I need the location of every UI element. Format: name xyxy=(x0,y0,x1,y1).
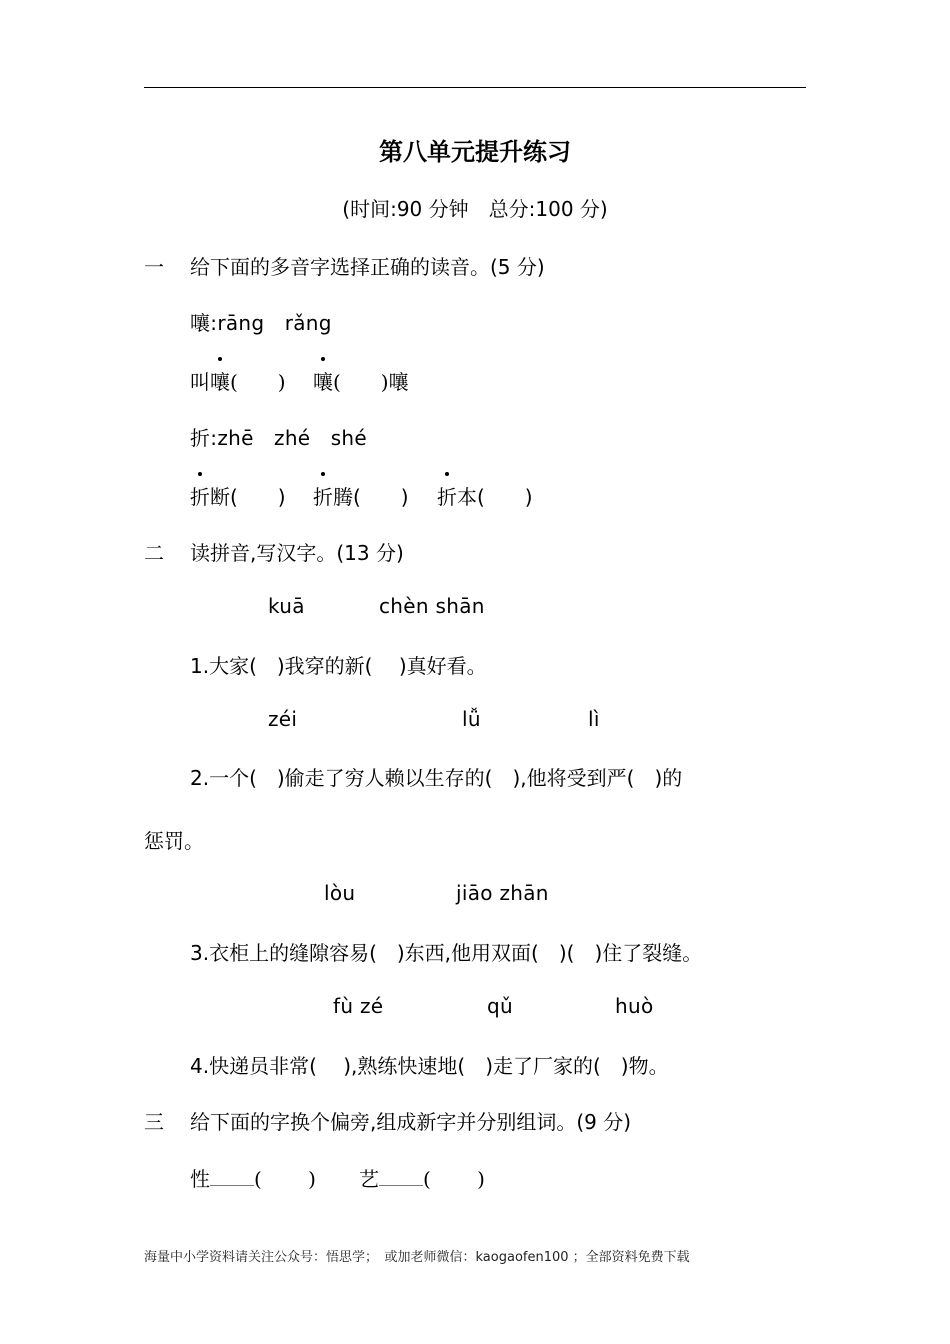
radical-item-1-paren: ( ) xyxy=(254,1167,316,1191)
section-2-number: 二 xyxy=(144,541,164,565)
section-2-text: 读拼音,写汉字。(13 分) xyxy=(190,541,404,565)
zhe-item-2 xyxy=(313,481,409,510)
radical-item-2-char: 艺 xyxy=(359,1167,379,1191)
sentence-2: 2.一个( )偷走了穷人赖以生存的( ),他将受到严( )的 xyxy=(190,766,683,790)
radical-item-1-blank[interactable] xyxy=(210,1167,254,1186)
s1-pinyin-2: chèn shān xyxy=(379,594,485,618)
radical-item-2-blank[interactable] xyxy=(379,1167,423,1186)
rang-item-2-dotted-char: 嚷 xyxy=(313,366,333,395)
zhe-item-3-rest: 本( ) xyxy=(457,485,533,509)
rang-item-2-paren: ( )嚷 xyxy=(333,370,409,394)
sentence-3: 3.衣柜上的缝隙容易( )东西,他用双面( )( )住了裂缝。 xyxy=(190,941,703,965)
rang-item-1-prefix: 叫 xyxy=(190,370,210,394)
page-title: 第八单元提升练习 xyxy=(379,138,571,166)
rang-readings: 嚷:rāng rǎng xyxy=(190,311,332,335)
sentence-4: 4.快递员非常( ),熟练快速地( )走了厂家的( )物。 xyxy=(190,1054,669,1078)
rang-item-1-paren: ( ) xyxy=(230,370,286,394)
zhe-item-3-dotted-char: 折 xyxy=(437,481,457,510)
section-3-text: 给下面的字换个偏旁,组成新字并分别组词。(9 分) xyxy=(190,1110,632,1134)
zhe-item-1 xyxy=(190,481,286,510)
zhe-item-2-dotted-char: 折 xyxy=(313,481,333,510)
header-rule xyxy=(144,87,806,88)
zhe-item-3 xyxy=(437,481,533,510)
zhe-item-1-rest: 断( ) xyxy=(210,485,286,509)
radical-item-2 xyxy=(359,1163,485,1192)
rang-item-1-dotted-char: 嚷 xyxy=(210,366,230,395)
sentence-2-continuation: 惩罚。 xyxy=(144,829,204,853)
s1-pinyin-1: kuā xyxy=(268,594,305,618)
radical-item-1-char: 性 xyxy=(190,1167,210,1191)
s4-pinyin-2: qǔ xyxy=(487,994,513,1018)
s2-pinyin-1: zéi xyxy=(268,707,298,731)
rang-item-2 xyxy=(313,366,409,395)
radical-item-2-paren: ( ) xyxy=(423,1167,485,1191)
section-3-number: 三 xyxy=(144,1110,164,1134)
s2-pinyin-2: lǚ xyxy=(462,707,481,731)
sentence-1: 1.大家( )我穿的新( )真好看。 xyxy=(190,654,487,678)
zhe-item-2-rest: 腾( ) xyxy=(333,485,409,509)
s4-pinyin-3: huò xyxy=(615,994,654,1018)
s3-pinyin-1: lòu xyxy=(324,881,356,905)
s4-pinyin-1: fù zé xyxy=(333,994,384,1018)
section-1-number: 一 xyxy=(144,255,164,279)
zhe-readings: 折:zhē zhé shé xyxy=(190,426,367,450)
page-subtitle: (时间:90 分钟 总分:100 分) xyxy=(342,197,608,221)
s3-pinyin-2: jiāo zhān xyxy=(456,881,549,905)
footer-note: 海量中小学资料请关注公众号：悟思学； 或加老师微信：kaogaofen100 ；全部资料免费下载 xyxy=(144,1250,690,1265)
radical-item-1 xyxy=(190,1163,316,1192)
s2-pinyin-3: lì xyxy=(588,707,600,731)
section-1-text: 给下面的多音字选择正确的读音。(5 分) xyxy=(190,255,545,279)
rang-item-1 xyxy=(190,366,286,395)
zhe-item-1-dotted-char: 折 xyxy=(190,481,210,510)
